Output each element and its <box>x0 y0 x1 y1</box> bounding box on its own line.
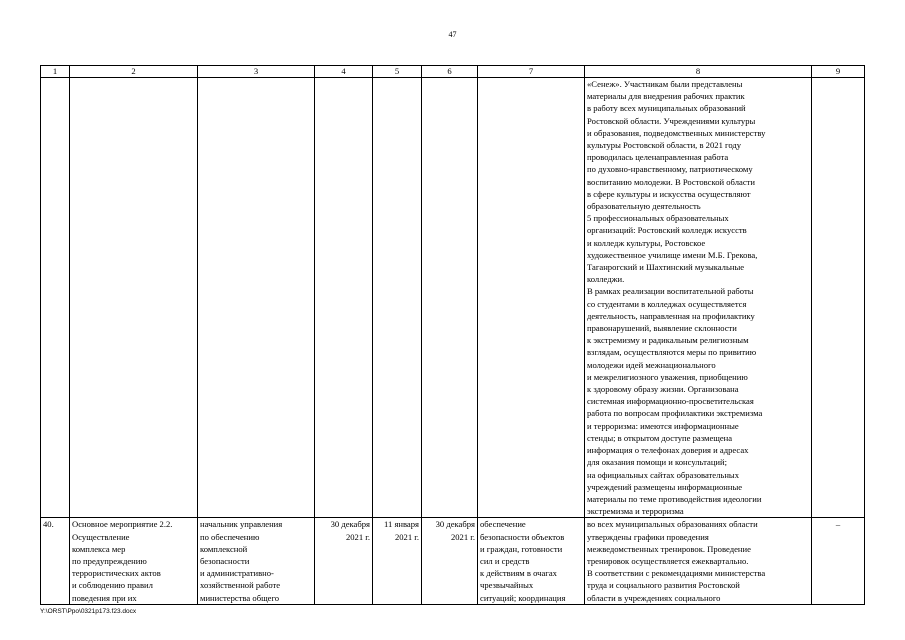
table-row-continuation <box>41 78 865 518</box>
planned-start-cell: 30 декабря 2021 г. <box>315 518 373 604</box>
column-number: 2 <box>70 66 198 78</box>
column-number: 4 <box>315 66 373 78</box>
column-number: 7 <box>478 66 585 78</box>
end-date-cell: 30 декабря 2021 г. <box>422 518 478 604</box>
column-number-row <box>41 66 865 78</box>
page-number: 47 <box>448 30 457 39</box>
column-number: 6 <box>422 66 478 78</box>
measure-cell: Основное мероприятие 2.2. Осуществление комплекса мер по предупреждению террористических актов и соблюдению правил поведения при их <box>70 518 198 604</box>
table-row-40 <box>41 518 865 604</box>
file-path-footer: Y:\ORST\Ppo\0321p173.f23.docx <box>40 608 137 615</box>
responsible-cell: начальник управления по обеспечению комплексной безопасности и административно- хозяйственной работе министерства общего <box>198 518 315 604</box>
column-number: 5 <box>373 66 422 78</box>
actual-start-cell: 11 января 2021 г. <box>373 518 422 604</box>
outcome-cell: во всех муниципальных образованиях области утверждены графики проведения межведомственных тренировок. Проведение тренировок осуществляется ежеквартально. В соответствии с рекомендациями министерства труда и социального развития Ростовской области в учреждениях социального <box>585 518 812 604</box>
column-number: 9 <box>812 66 865 78</box>
row-number-cell: 40. <box>41 518 70 604</box>
column-number: 1 <box>41 66 70 78</box>
outcome-continuation-cell: «Сенеж». Участникам были представлены материалы для внедрения рабочих практик в работу всех муниципальных образований Ростовской области. Учреждениями культуры и образования, подведомственных министерству культуры Ростовской области, в 2021 году проводилась целенаправленная работа по духовно-нравственному, патриотическому воспитанию молодежи. В Ростовской области в сфере культуры и искусства осуществляют образовательную деятельность 5 профессиональных образовательных организаций: Ростовский колледж искусств и колледж культуры, Ростовское художественное училище имени М.Б. Грекова, Таганрогский и Шахтинский музыкальные колледжи. В рамках реализации воспитательной работы со студентами в колледжах осуществляется деятельность, направленная на профилактику правонарушений, выявление склонности к экстремизму и радикальным религиозным взглядам, осуществляются меры по привитию молодежи идей межнационального и межрелигиозного уважения, приобщению к здоровому образу жизни. Организована системная информационно-просветительская работа по вопросам профилактики экстремизма и терроризма: имеются информационные стенды; в открытом доступе размещена информация о телефонах доверия и адресах для оказания помощи и консультаций; на официальных сайтах образовательных учреждений размещены информационные материалы по теме противодействия идеологии экстремизма и терроризма <box>585 78 812 518</box>
report-table <box>40 65 865 605</box>
column-number: 8 <box>585 66 812 78</box>
column-number: 3 <box>198 66 315 78</box>
result-cell: обеспечение безопасности объектов и граждан, готовности сил и средств к действиям в очагах чрезвычайных ситуаций; координация <box>478 518 585 604</box>
note-cell: – <box>812 518 865 604</box>
